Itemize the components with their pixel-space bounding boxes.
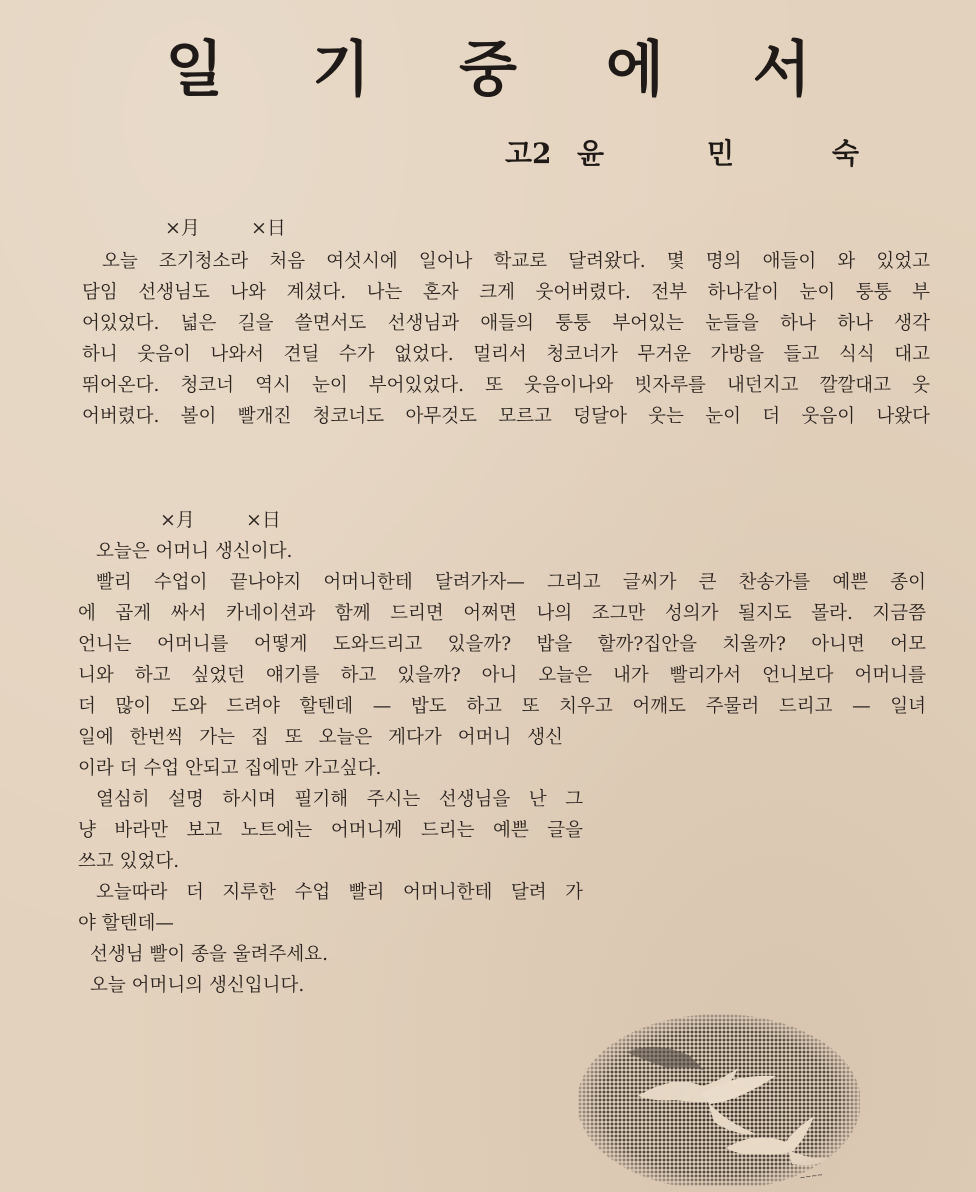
author-name-char-2: 민 bbox=[707, 137, 735, 170]
author-name-char-1: 윤 bbox=[577, 137, 605, 170]
entry2-line: 열심히 설명 하시며 필기해 주시는 선생님을 난 그 bbox=[96, 789, 583, 810]
seagulls-icon bbox=[578, 1010, 860, 1186]
entry1-line: 뛰어온다. 청코너 역시 눈이 부어있었다. 또 웃음이나와 빗자루를 내던지고 깔깔대고 웃 bbox=[82, 375, 930, 396]
entry1-line: 어버렸다. 볼이 빨개진 청코너도 아무것도 모르고 덩달아 웃는 눈이 더 웃음이 나왔다 bbox=[82, 406, 930, 427]
entry2-line: 이라 더 수업 안되고 집에만 가고싶다. bbox=[78, 758, 382, 779]
entry2-line: 오늘따라 더 지루한 수업 빨리 어머니한테 달려 가 bbox=[96, 882, 583, 903]
entry2-line: 오늘 어머니의 생신입니다. bbox=[90, 975, 305, 996]
entry2-line: 언니는 어머니를 어떻게 도와드리고 있을까? 밥을 할까?집안을 치울까? 아니면 어모 bbox=[78, 634, 926, 655]
author-byline bbox=[505, 132, 859, 172]
entry1-line: 담임 선생님도 나와 계셨다. 나는 혼자 크게 웃어버렸다. 전부 하나같이 눈이 퉁퉁 부 bbox=[82, 282, 930, 303]
svg-text:~~~~: ~~~~ bbox=[799, 1170, 824, 1182]
entry2-body-full bbox=[78, 536, 926, 722]
entry2-line: 쓰고 있었다. bbox=[78, 851, 180, 872]
page-title: 일 기 중 에 서 bbox=[165, 35, 845, 105]
entry2-line: 선생님 빨이 종을 울려주세요. bbox=[90, 944, 328, 965]
entry2-line: 일에 한번씩 가는 집 또 오늘은 게다가 어머니 생신 bbox=[78, 727, 563, 748]
entry2-line: 에 곱게 싸서 카네이션과 함께 드리면 어쩌면 나의 조그만 성의가 될지도 몰라. 지금쯤 bbox=[78, 603, 926, 624]
entry1-line: 오늘 조기청소라 처음 여섯시에 일어나 학교로 달려왔다. 몇 명의 애들이 와 있었고 bbox=[102, 251, 930, 272]
entry2-line: 더 많이 도와 드려야 할텐데 — 밥도 하고 또 치우고 어깨도 주물러 드리고 — 일녀 bbox=[78, 696, 926, 717]
author-grade: 고2 bbox=[505, 137, 552, 170]
entry1-line: 어있었다. 넓은 길을 쓸면서도 선생님과 애들의 퉁퉁 부어있는 눈들을 하나 하나 생각 bbox=[82, 313, 930, 334]
entry2-line: 니와 하고 싶었던 얘기를 하고 있을까? 아니 오늘은 내가 빨리가서 언니보다 어머니를 bbox=[78, 665, 926, 686]
entry2-body-narrow bbox=[78, 722, 583, 1001]
entry1-body bbox=[82, 246, 930, 432]
entry1-month: ×月 bbox=[165, 217, 200, 239]
author-name-char-3: 숙 bbox=[832, 137, 860, 170]
entry2-day: ×日 bbox=[246, 509, 281, 531]
entry2-line: 냥 바라만 보고 노트에는 어머니께 드리는 예쁜 글을 bbox=[78, 820, 583, 841]
entry1-date bbox=[165, 213, 286, 240]
entry1-day: ×日 bbox=[251, 217, 286, 239]
entry2-month: ×月 bbox=[160, 509, 195, 531]
entry2-line: 오늘은 어머니 생신이다. bbox=[96, 541, 293, 562]
entry2-line: 빨리 수업이 끝나야지 어머니한테 달려가자— 그리고 글씨가 큰 찬송가를 예쁜 종이 bbox=[96, 572, 926, 593]
entry1-line: 하니 웃음이 나와서 견딜 수가 없었다. 멀리서 청코너가 무거운 가방을 들고 식식 대고 bbox=[82, 344, 930, 365]
entry2-date bbox=[160, 505, 281, 532]
entry2-line: 야 할텐데— bbox=[78, 913, 174, 934]
